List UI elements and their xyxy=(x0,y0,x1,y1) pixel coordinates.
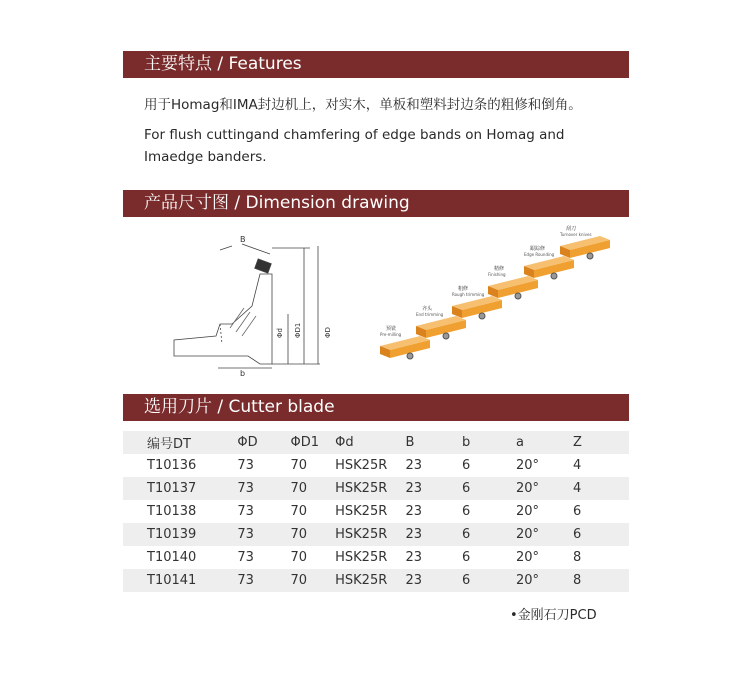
cell: 23 xyxy=(405,550,423,565)
process-step-cn: 刮刀 xyxy=(566,226,577,232)
col-header: a xyxy=(516,435,524,450)
table-row xyxy=(123,454,629,477)
cell: T10140 xyxy=(147,550,197,565)
cell: HSK25R xyxy=(335,458,388,473)
cell: 70 xyxy=(290,504,308,519)
dim-label-b: b xyxy=(240,369,246,378)
cell: 23 xyxy=(405,527,423,542)
cell: 6 xyxy=(462,458,471,473)
cell: HSK25R xyxy=(335,527,388,542)
cell: 6 xyxy=(462,504,471,519)
dim-label-phi-D: ΦD xyxy=(324,327,332,338)
cell: 70 xyxy=(290,527,308,542)
process-step-en: Turnover knives xyxy=(560,232,592,237)
process-step-en: Rough trimming xyxy=(452,292,485,297)
cell: T10138 xyxy=(147,504,197,519)
table-header-row xyxy=(123,431,629,454)
cell: 73 xyxy=(237,504,254,519)
process-illustration xyxy=(366,226,596,376)
cell: 8 xyxy=(573,573,582,588)
cell: 6 xyxy=(462,527,471,542)
cell: 6 xyxy=(462,550,471,565)
col-header: 编号DT xyxy=(147,437,191,452)
cell: 23 xyxy=(405,504,423,519)
dim-label-B: B xyxy=(240,235,246,244)
cell: T10141 xyxy=(147,573,197,588)
dimension-drawing xyxy=(160,228,350,378)
cell: 6 xyxy=(573,504,582,519)
cell: HSK25R xyxy=(335,550,388,565)
process-step-cn: 齐头 xyxy=(422,306,433,312)
col-header: Z xyxy=(573,435,582,450)
process-step-cn: 预铣 xyxy=(386,326,397,332)
col-header: Φd xyxy=(335,435,354,450)
cell: 70 xyxy=(290,550,308,565)
cell: 70 xyxy=(290,573,308,588)
cell: 20° xyxy=(516,550,540,565)
cell: T10139 xyxy=(147,527,197,542)
cell: 23 xyxy=(405,481,423,496)
process-step xyxy=(559,225,610,259)
cell: 20° xyxy=(516,504,540,519)
cell: 23 xyxy=(405,573,423,588)
cell: 73 xyxy=(237,527,254,542)
cell: 73 xyxy=(237,550,254,565)
cell: HSK25R xyxy=(335,481,388,496)
cell: 6 xyxy=(462,481,471,496)
cell: HSK25R xyxy=(335,504,388,519)
cell: HSK25R xyxy=(335,573,388,588)
features-text-en: For flush cuttingand chamfering of edge bands on Homag and Imaedge banders. xyxy=(144,127,565,165)
cell: 70 xyxy=(290,458,308,473)
process-step-cn: 跟踪修 xyxy=(530,246,546,252)
process-step-cn: 精修 xyxy=(494,266,505,272)
features-text-cn: 用于Homag和IMA封边机上，对实木，单板和塑料封边条的粗修和倒角。 xyxy=(144,97,582,113)
cell: 6 xyxy=(462,573,471,588)
cell: 8 xyxy=(573,550,582,565)
features-header: 主要特点 / Features xyxy=(123,51,629,78)
process-step-en: Finishing xyxy=(488,272,506,277)
cell: 4 xyxy=(573,481,582,496)
process-step-en: Edge Rounding xyxy=(524,252,555,257)
cell: 73 xyxy=(237,573,254,588)
dim-label-phi-d1: ΦD1 xyxy=(294,322,302,338)
cell: 4 xyxy=(573,458,582,473)
cell: 70 xyxy=(290,481,308,496)
dimension-header: 产品尺寸图 / Dimension drawing xyxy=(123,190,629,217)
pcd-note: •金刚石刀PCD xyxy=(510,608,597,623)
cell: 73 xyxy=(237,481,254,496)
table-row xyxy=(123,569,629,592)
col-header: ΦD xyxy=(237,435,258,450)
cell: 20° xyxy=(516,458,540,473)
cell: T10136 xyxy=(147,458,197,473)
cell: 73 xyxy=(237,458,254,473)
cell: 23 xyxy=(405,458,423,473)
table-row xyxy=(123,523,629,546)
process-step-cn: 粗修 xyxy=(458,286,469,292)
col-header: b xyxy=(462,435,471,450)
cutter-spec-table xyxy=(123,431,629,592)
cell: 20° xyxy=(516,527,540,542)
cell: 20° xyxy=(516,573,540,588)
col-header: ΦD1 xyxy=(290,435,320,450)
table-row xyxy=(123,500,629,523)
process-step-en: Pre-milling xyxy=(380,332,402,337)
process-step-en: End trimming xyxy=(416,312,444,317)
table-row xyxy=(123,546,629,569)
cell: 6 xyxy=(573,527,582,542)
dim-label-phi-d: Φd xyxy=(276,328,284,338)
col-header: B xyxy=(405,435,415,450)
cell: T10137 xyxy=(147,481,197,496)
table-row xyxy=(123,477,629,500)
cutter-header: 选用刀片 / Cutter blade xyxy=(123,394,629,421)
cell: 20° xyxy=(516,481,540,496)
